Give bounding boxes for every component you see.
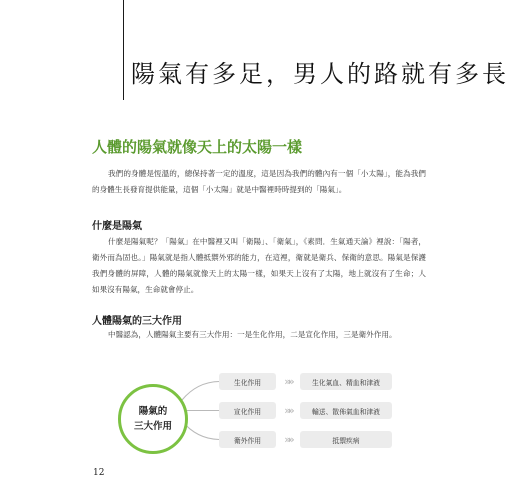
function-box-dispersion: 宣化作用 — [219, 402, 276, 419]
function-box-generation: 生化作用 — [219, 373, 276, 390]
chapter-title: 陽氣有多足，男人的路就有多長 — [131, 60, 509, 88]
diagram-center-circle — [118, 384, 188, 454]
diagram-center-line1: 陽氣的 — [138, 406, 168, 417]
diagram-center-line2: 三大作用 — [133, 421, 172, 432]
subheading-three-functions: 人體陽氣的三大作用 — [92, 316, 182, 327]
function-box-defense: 衛外作用 — [219, 431, 276, 448]
double-chevron-icon: »» — [284, 433, 292, 446]
double-chevron-icon: »» — [284, 404, 292, 417]
effect-box-generation: 生化氣血、精血和津液 — [300, 373, 392, 390]
effect-box-dispersion: 輸送、散佈氣血和津液 — [300, 402, 392, 419]
paragraph-intro: 我們的身體是恆溫的，總保持著一定的溫度，這是因為我們的體內有一個「小太陽」，能為我們的身體生長發育提供能量，這個「小太陽」就是中醫裡時時提到的「陽氣」。 — [92, 169, 426, 194]
page-number: 12 — [93, 468, 105, 478]
paragraph-definition: 什麼是陽氣呢？「陽氣」在中醫裡又叫「衛陽」、「衛氣」，《素問．生氣通天論》裡說：「陽者，衛外而為固也。」陽氣就是指人體抵禦外邪的能力，在這裡，衛就是衛兵、保衛的意思。陽氣是保護我們身體的屏障，人體的陽氣就像天上的太陽一樣，如果天上沒有了太陽，地上就沒有了生命；人如果沒有陽氣，生命就會停止。 — [92, 237, 426, 294]
paragraph-functions-summary: 中醫認為，人體陽氣主要有三大作用：一是生化作用，二是宣化作用，三是衛外作用。 — [108, 330, 397, 339]
subheading-what-is-yang-qi: 什麼是陽氣 — [92, 221, 142, 232]
effect-box-defense: 抵禦疾病 — [300, 431, 392, 448]
double-chevron-icon: »» — [284, 375, 292, 388]
section-heading: 人體的陽氣就像天上的太陽一樣 — [92, 138, 303, 156]
